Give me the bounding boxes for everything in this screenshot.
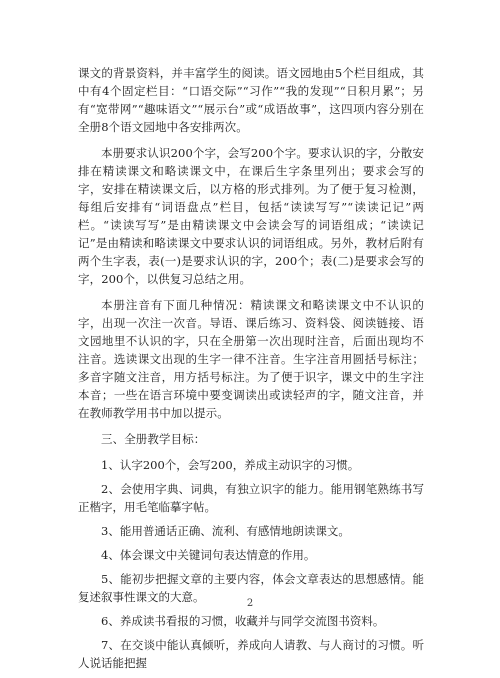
goal-item-2: 2、会使用字典、词典，有独立识字的能力。能用钢笔熟练书写正楷字，用毛笔临摹字帖。 xyxy=(78,482,424,514)
goal-item-7: 7、在交谈中能认真倾听，养成向人请教、与人商讨的习惯。听人说话能把握 xyxy=(78,638,424,670)
goal-item-3: 3、能用普通话正确、流利、有感情地朗读课文。 xyxy=(101,524,350,538)
section-heading-teaching-goals: 三、全册教学目标： xyxy=(101,432,206,446)
document-body xyxy=(78,64,424,678)
page-number: 2 xyxy=(246,598,254,609)
paragraph-intro-continued: 课文的背景资料，并丰富学生的阅读。语文园地由5个栏目组成，其中有4个固定栏目：“口语交际”“习作”“我的发现”“日积月累”；另有“宽带网”“趣味语文”“展示台”或“成语故事”，这四项内容分别在全册8个语文园地中各安排两次。 xyxy=(78,66,424,134)
goal-item-5: 5、能初步把握文章的主要内容，体会文章表达的思想感情。能复述叙事性课文的大意。 xyxy=(78,572,424,604)
goal-item-1: 1、认字200个，会写200，养成主动识字的习惯。 xyxy=(101,458,360,472)
goal-item-6: 6、养成读书看报的习惯，收藏并与同学交流图书资料。 xyxy=(101,614,385,628)
goal-item-4: 4、体会课文中关键词句表达情意的作用。 xyxy=(101,548,316,562)
paragraph-character-requirements: 本册要求认识200个字，会写200个字。要求认识的字，分散安排在精读课文和略读课文中，在课后生字条里列出；要求会写的字，安排在精读课文后，以方格的形式排列。为了便于复习检测，每组后安排有“词语盘点”栏目，包括“读读写写”“读读记记”两栏。“读读写写”是由精读课文中会读会写的词语组成；“读读记记”是由精读和略读课文中要求认识的词语组成。另外，教材后附有两个生字表，表(一)是要求认识的字，200个；表(二)是要求会写的字，200个，以供复习总结之用。 xyxy=(78,146,424,286)
paragraph-phonetic-notation: 本册注音有下面几种情况：精读课文和略读课文中不认识的字，出现一次注一次音。导语、课后练习、资料袋、阅读链接、语文园地里不认识的字，只在全册第一次出现时注音，后面出现均不注音。选读课文出现的生字一律不注音。生字注音用圆括号标注；多音字随文注音，用方括号标注。为了便于识字，课文中的生字注本音；一些在语言环境中要变调读出或读轻声的字，随文注音，并在教师教学用书中加以提示。 xyxy=(78,298,424,420)
